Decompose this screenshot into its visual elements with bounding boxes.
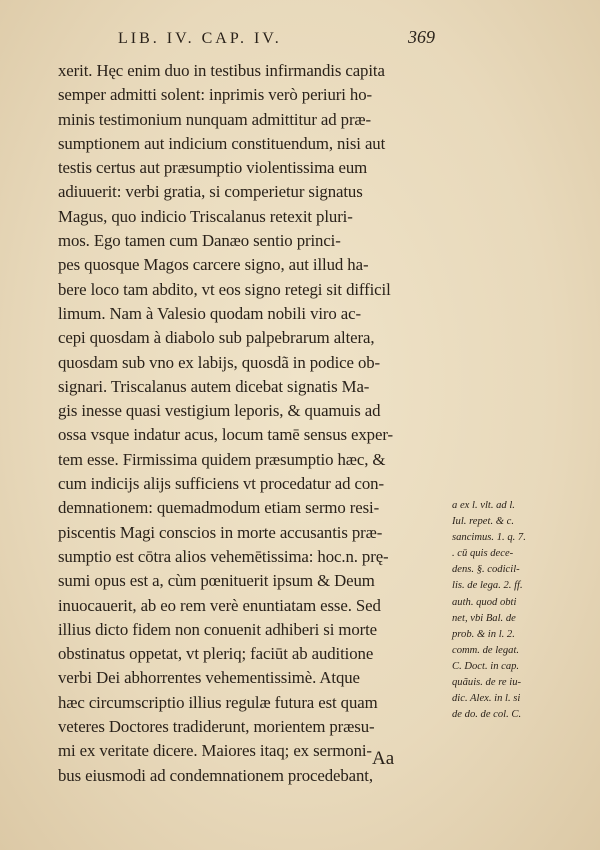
running-head bbox=[0, 27, 600, 52]
text-line: verbi Dei abhorrentes vehementissimè. Atque bbox=[58, 668, 360, 688]
text-line: inuocauerit, ab eo rem verè enuntiatam esse. Sed bbox=[58, 595, 381, 615]
margin-note-line: C. Doct. in cap. bbox=[452, 660, 520, 672]
body-text bbox=[58, 59, 448, 788]
margin-note-line: dens. §. codicil- bbox=[452, 564, 520, 576]
text-line: veteres Doctores tradiderunt, morientem præsu- bbox=[58, 717, 375, 737]
text-line: limum. Nam à Valesio quodam nobili viro ac- bbox=[58, 303, 361, 323]
running-title: LIB. IV. CAP. IV. bbox=[118, 30, 282, 47]
text-line: cepi quosdam à diabolo sub palpebrarum altera, bbox=[58, 328, 375, 348]
margin-note-line: auth. quod obti bbox=[452, 596, 517, 608]
margin-note-line: . cū quis dece- bbox=[452, 548, 514, 560]
text-line: semper admitti solent: inprimis verò periuri ho- bbox=[58, 85, 372, 105]
text-line: sumi opus est a, cùm pœnituerit ipsum & Deum bbox=[58, 571, 375, 591]
margin-note-line: comm. de legat. bbox=[452, 644, 520, 656]
margin-note-line: prob. & in l. 2. bbox=[452, 628, 515, 640]
margin-note-line: de do. de col. C. bbox=[452, 709, 522, 721]
text-line: bere loco tam abdito, vt eos signo retegi sit difficil bbox=[58, 279, 391, 299]
margin-note-line: dic. Alex. in l. si bbox=[452, 693, 521, 705]
text-line: tem esse. Firmissima quidem præsumptio hæc, & bbox=[58, 449, 386, 469]
text-line: obstinatus oppetat, vt pleriq; faciūt ab auditione bbox=[58, 644, 374, 664]
text-line: quosdam sub vno ex labijs, quosdã in podice ob- bbox=[58, 352, 381, 372]
text-line: piscentis Magi conscios in morte accusantis præ- bbox=[58, 522, 383, 542]
text-line: ossa vsque indatur acus, locum tamē sensus exper- bbox=[58, 425, 393, 445]
text-line: mi ex veritate dicere. Maiores itaq; ex sermoni- bbox=[58, 741, 372, 761]
text-line: signari. Triscalanus autem dicebat signatis Ma- bbox=[58, 376, 370, 396]
margin-notes bbox=[452, 498, 592, 723]
margin-note-line: a ex l. vlt. ad l. bbox=[452, 500, 515, 511]
text-line: adiuuerit: verbi gratia, si comperietur signatus bbox=[58, 182, 363, 202]
text-line: sumptionem aut indicium constituendum, nisi aut bbox=[58, 133, 386, 153]
text-line: illius dicto fidem non conuenit adhiberi si morte bbox=[58, 619, 378, 639]
text-line: Magus, quo indicio Triscalanus retexit pluri- bbox=[58, 206, 353, 226]
margin-note-line: net, vbi Bal. de bbox=[452, 612, 516, 624]
margin-note-line: sancimus. 1. q. 7. bbox=[452, 532, 526, 544]
text-line: testis certus aut præsumptio violentissima eum bbox=[58, 158, 368, 178]
text-line: sumptio est cōtra alios vehemētissima: hoc.n. prę- bbox=[58, 546, 389, 566]
text-line: gis inesse quasi vestigium leporis, & quamuis ad bbox=[58, 401, 381, 421]
text-line: minis testimonium nunquam admittitur ad præ- bbox=[58, 109, 372, 129]
text-line: mos. Ego tamen cum Danæo sentio princi- bbox=[58, 231, 341, 251]
text-line: cum indicijs alijs sufficiens vt procedatur ad con- bbox=[58, 474, 384, 494]
text-line: demnationem: quemadmodum etiam sermo resi- bbox=[58, 498, 380, 518]
catchword: Aa bbox=[372, 748, 395, 769]
text-line: xerit. Hęc enim duo in testibus infirmandis capita bbox=[58, 61, 385, 80]
margin-note-line: quãuis. de re iu- bbox=[452, 677, 522, 689]
text-line: bus eiusmodi ad condemnationem procedebant, bbox=[58, 765, 373, 785]
margin-note-line: Iul. repet. & c. bbox=[452, 516, 514, 528]
margin-note-line: lis. de lega. 2. ff. bbox=[452, 580, 523, 592]
text-line: pes quosque Magos carcere signo, aut illud ha- bbox=[58, 255, 369, 275]
text-line: hæc circumscriptio illius regulæ futura est quam bbox=[58, 692, 378, 712]
page-number: 369 bbox=[408, 27, 435, 47]
